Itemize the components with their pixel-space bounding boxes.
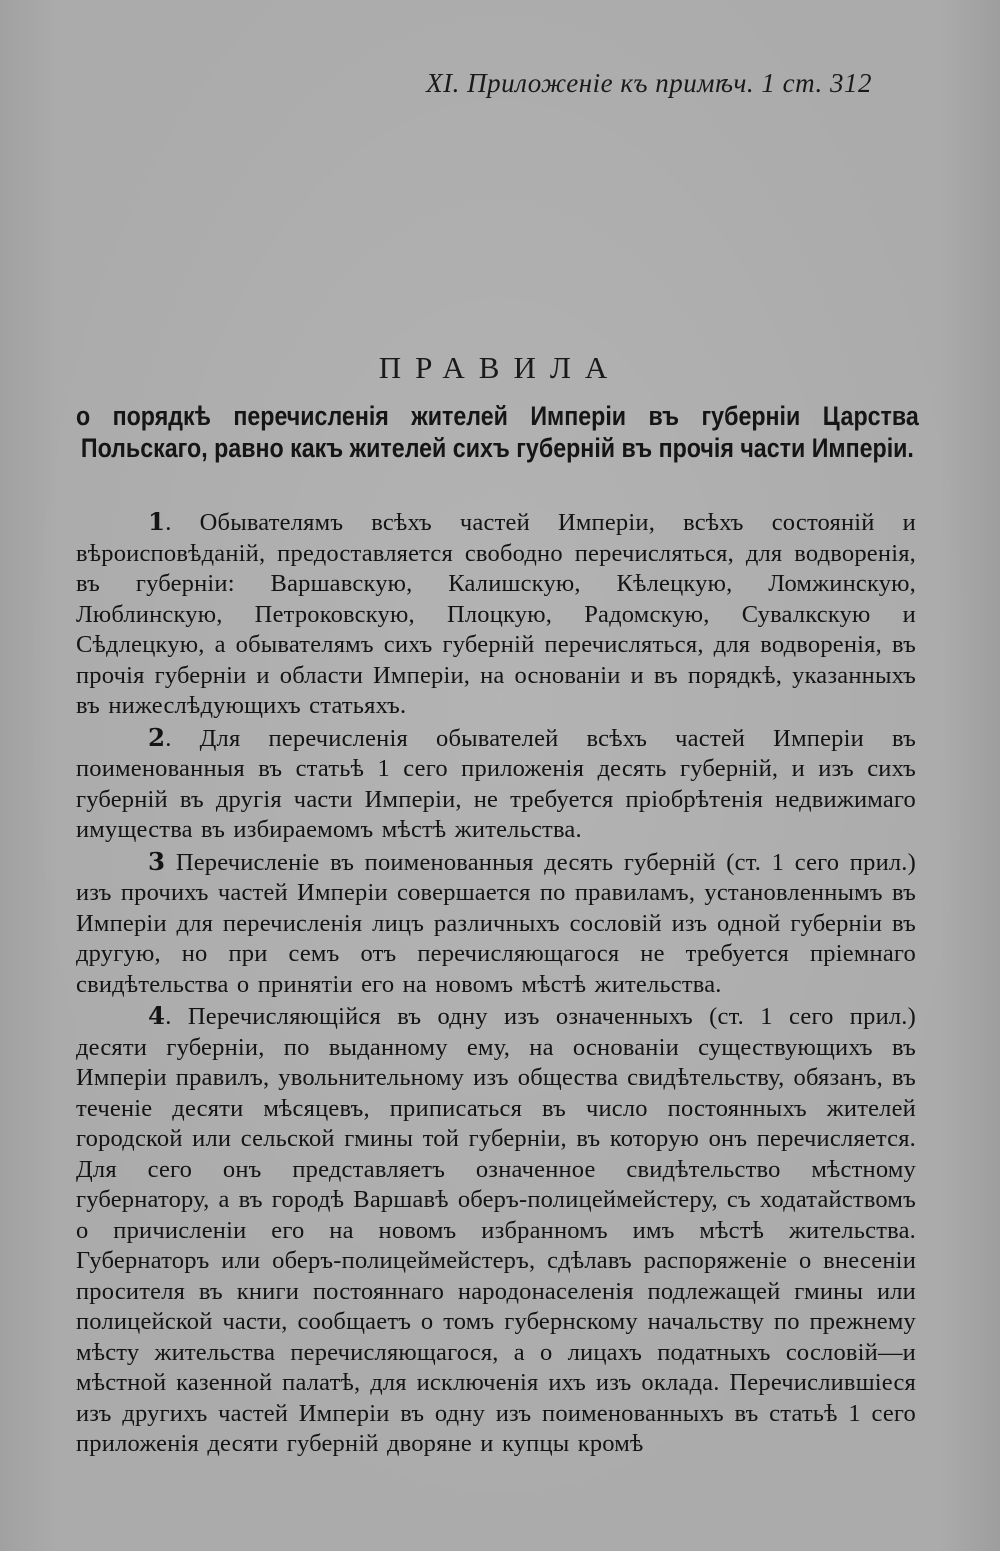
article-1-text: . Обывателямъ всѣхъ частей Имперіи, всѣхъ состояній и вѣроисповѣданій, предоставляется свободно перечисляться, для водворенія, въ губерніи: Варшавскую, Калишскую, Кѣлецкую, Ломжинскую, Люблинскую, Петроковскую, Плоцкую, Радомскую, Сувалкскую и Сѣдлецкую, а обывателямъ сихъ губерній перечисляться, для водворенія, въ прочія губерніи и области Имперіи, на основаніи и въ порядкѣ, указанныхъ въ нижеслѣдующихъ статьяхъ. (76, 509, 916, 719)
rules-subtitle: о порядкѣ перечисленія жителей Имперіи въ губерніи Царства Польскаго, равно какъ жителей сихъ губерній въ прочія части Имперіи. (76, 401, 919, 463)
running-head: XI. Приложеніе къ примѣч. 1 ст. 312 (426, 68, 872, 98)
article-1-number: 1 (148, 507, 166, 536)
article-4 (76, 1001, 916, 1460)
article-2 (76, 723, 916, 846)
article-1 (76, 507, 916, 722)
article-4-text: . Перечисляющійся въ одну изъ означенныхъ (ст. 1 сего прил.) десяти губерніи, по выданному ему, на основаніи существующихъ въ Имперіи правилъ, увольнительному изъ общества свидѣтельству, обязанъ, въ теченіе десяти мѣсяцевъ, приписаться въ число постоянныхъ жителей городской или сельской гмины той губерніи, въ которую онъ перечисляется. Для сего онъ представляетъ означенное свидѣтельство мѣстному губернатору, а въ городѣ Варшавѣ оберъ-полицеймейстеру, съ ходатайствомъ о причисленіи его на новомъ избранномъ имъ мѣстѣ жительства. Губернаторъ или оберъ-полицеймейстеръ, сдѣлавъ распоряженіе о внесеніи просителя въ книги постояннаго народонаселенія подлежащей гмины или полицейской части, сообщаетъ о томъ губернскому начальству по прежнему мѣсту жительства перечисляющагося, а о лицахъ податныхъ сословій—и мѣстной казенной палатѣ, для исключенія ихъ изъ оклада. Перечислившіеся изъ другихъ частей Имперіи въ одну изъ поименованныхъ въ статьѣ 1 сего приложенія десяти губерній дворяне и купцы кромѣ (76, 1003, 916, 1457)
article-3-text: Перечисленіе въ поименованныя десять губерній (ст. 1 сего прил.) изъ прочихъ частей Имперіи совершается по правиламъ, установленнымъ въ Имперіи для перечисленія лицъ различныхъ сословій изъ одной губерніи въ другую, но при семъ отъ перечисляющагося не требуется пріемнаго свидѣтельства о принятіи его на новомъ мѣстѣ жительства. (76, 848, 916, 998)
article-2-number: 2 (148, 722, 166, 752)
article-4-number: 4 (148, 1001, 166, 1030)
article-3 (76, 847, 916, 1001)
article-2-text: . Для перечисленія обывателей всѣхъ частей Имперіи въ поименованныя въ статьѣ 1 сего приложенія десять губерній, и изъ сихъ губерній въ другія части Имперіи, не требуется пріобрѣтенія недвижимаго имущества въ избираемомъ мѣстѣ жительства. (76, 724, 916, 843)
article-3-number: 3 (148, 846, 166, 876)
rules-title: ПРАВИЛА (378, 350, 622, 385)
document-body (76, 507, 916, 1461)
